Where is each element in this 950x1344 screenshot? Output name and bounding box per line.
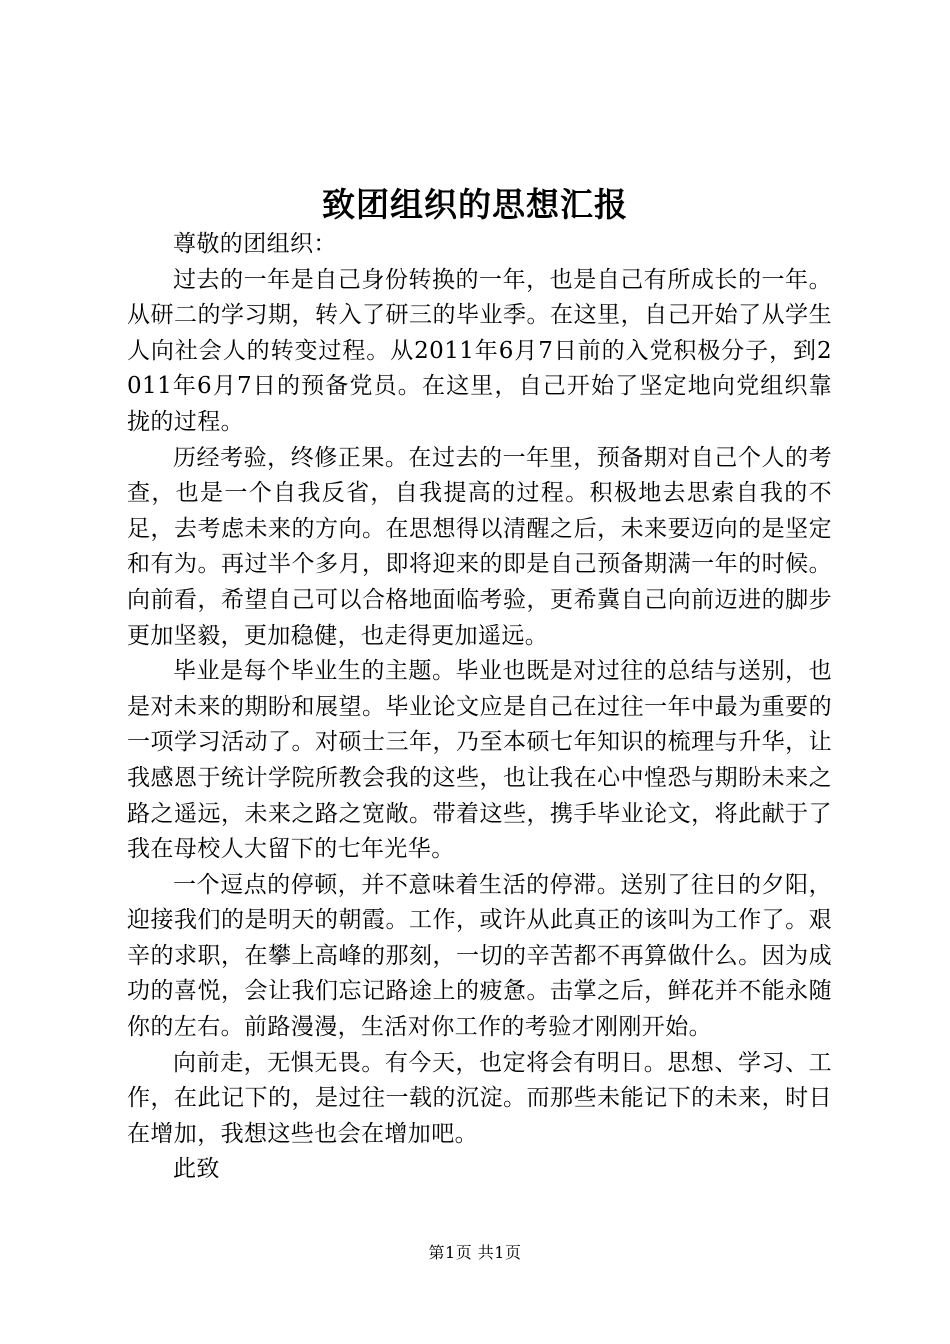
page-footer: 第1页 共1页 bbox=[428, 1243, 522, 1262]
paragraph-2: 历经考验，终修正果。在过去的一年里，预备期对自己个人的考查，也是一个自我反省，自我提高的过程。积极地去思索自我的不足，去考虑未来的方向。在思想得以清醒之后，未来要迈向的是坚定和有为。再过半个多月，即将迎来的即是自己预备期满一年的时候。向前看，希望自己可以合格地面临考验，更希冀自己向前迈进的脚步更加坚毅，更加稳健，也走得更加遥远。 bbox=[127, 444, 832, 649]
salutation: 尊敬的团组织： bbox=[173, 231, 337, 257]
document-title: 致团组织的思想汇报 bbox=[322, 185, 628, 224]
document-body bbox=[127, 227, 832, 1188]
closing: 此致 bbox=[173, 1156, 220, 1183]
paragraph-1: 过去的一年是自己身份转换的一年，也是自己有所成长的一年。从研二的学习期，转入了研三的毕业季。在这里，自己开始了从学生人向社会人的转变过程。从2011年6月7日前的入党积极分子，到2011年6月7日的预备党员。在这里，自己开始了坚定地向党组织靠拢的过程。 bbox=[127, 266, 832, 435]
paragraph-3: 毕业是每个毕业生的主题。毕业也既是对过往的总结与送别，也是对未来的期盼和展望。毕业论文应是自己在过往一年中最为重要的一项学习活动了。对硕士三年，乃至本硕七年知识的梳理与升华，让我感恩于统计学院所教会我的这些，也让我在心中惶恐与期盼未来之路之遥远，未来之路之宽敞。带着这些，携手毕业论文，将此献于了我在母校人大留下的七年光华。 bbox=[127, 658, 832, 863]
paragraph-5: 向前走，无惧无畏。有今天，也定将会有明日。思想、学习、工作，在此记下的，是过往一载的沉淀。而那些未能记下的未来，时日在增加，我想这些也会在增加吧。 bbox=[127, 1049, 832, 1147]
paragraph-4: 一个逗点的停顿，并不意味着生活的停滞。送别了往日的夕阳，迎接我们的是明天的朝霞。工作，或许从此真正的该叫为工作了。艰辛的求职，在攀上高峰的那刻，一切的辛苦都不再算做什么。因为成功的喜悦，会让我们忘记路途上的疲惫。击掌之后，鲜花并不能永随你的左右。前路漫漫，生活对你工作的考验才刚刚开始。 bbox=[127, 871, 832, 1041]
